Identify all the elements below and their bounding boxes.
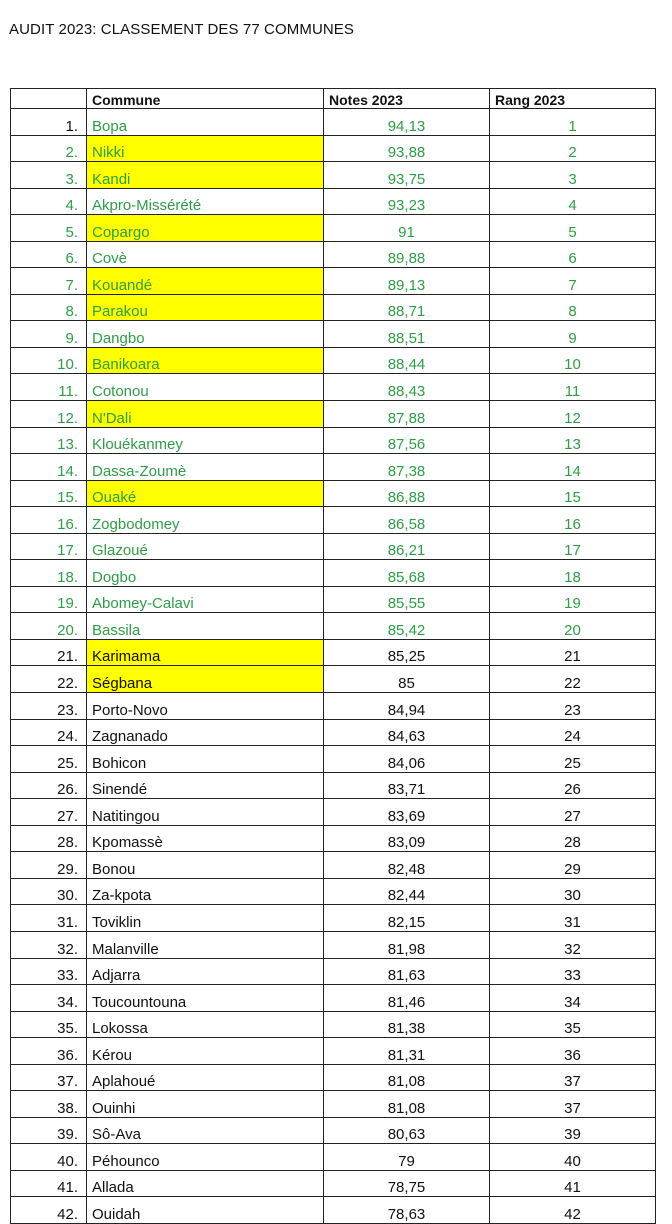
row-rang: 36 — [490, 1038, 656, 1065]
row-commune: Dangbo — [87, 321, 324, 348]
header-rang: Rang 2023 — [490, 89, 656, 109]
row-note: 85,42 — [324, 613, 490, 640]
row-rang: 33 — [490, 958, 656, 985]
row-index: 35. — [11, 1011, 87, 1038]
row-note: 88,44 — [324, 347, 490, 374]
row-index: 39. — [11, 1117, 87, 1144]
row-index: 21. — [11, 639, 87, 666]
table-row — [11, 985, 656, 1012]
row-rang: 17 — [490, 533, 656, 560]
row-commune: Lokossa — [87, 1011, 324, 1038]
row-rang: 4 — [490, 188, 656, 215]
row-index: 38. — [11, 1091, 87, 1118]
row-note: 88,71 — [324, 294, 490, 321]
row-rang: 12 — [490, 401, 656, 428]
row-note: 80,63 — [324, 1117, 490, 1144]
row-rang: 7 — [490, 268, 656, 295]
row-rang: 27 — [490, 799, 656, 826]
table-row — [11, 401, 656, 428]
row-rang: 24 — [490, 719, 656, 746]
row-note: 86,88 — [324, 480, 490, 507]
table-row — [11, 507, 656, 534]
row-commune: Bassila — [87, 613, 324, 640]
row-rang: 2 — [490, 135, 656, 162]
table-row — [11, 321, 656, 348]
row-rang: 9 — [490, 321, 656, 348]
row-rang: 5 — [490, 215, 656, 242]
row-commune: Ouinhi — [87, 1091, 324, 1118]
table-row — [11, 427, 656, 454]
row-rang: 20 — [490, 613, 656, 640]
table-row — [11, 480, 656, 507]
row-commune: Toucountouna — [87, 985, 324, 1012]
row-note: 79 — [324, 1144, 490, 1171]
row-index: 4. — [11, 188, 87, 215]
row-rang: 6 — [490, 241, 656, 268]
row-note: 81,46 — [324, 985, 490, 1012]
row-note: 84,06 — [324, 746, 490, 773]
table-row — [11, 931, 656, 958]
table-row — [11, 586, 656, 613]
row-rang: 23 — [490, 693, 656, 720]
row-rang: 26 — [490, 772, 656, 799]
row-rang: 3 — [490, 162, 656, 189]
row-rang: 37 — [490, 1091, 656, 1118]
page-title: AUDIT 2023: CLASSEMENT DES 77 COMMUNES — [9, 21, 355, 38]
table-row — [11, 1197, 656, 1224]
row-rang: 28 — [490, 825, 656, 852]
table-row — [11, 109, 656, 136]
row-rang: 14 — [490, 454, 656, 481]
row-index: 2. — [11, 135, 87, 162]
row-note: 83,71 — [324, 772, 490, 799]
row-rang: 11 — [490, 374, 656, 401]
row-note: 82,15 — [324, 905, 490, 932]
table-body — [11, 109, 656, 1224]
row-index: 7. — [11, 268, 87, 295]
row-index: 36. — [11, 1038, 87, 1065]
row-note: 78,63 — [324, 1197, 490, 1224]
table-row — [11, 560, 656, 587]
row-index: 11. — [11, 374, 87, 401]
table-row — [11, 719, 656, 746]
row-commune: Copargo — [87, 215, 324, 242]
row-commune: Akpro-Missérété — [87, 188, 324, 215]
row-index: 41. — [11, 1170, 87, 1197]
table-row — [11, 268, 656, 295]
row-index: 18. — [11, 560, 87, 587]
row-index: 33. — [11, 958, 87, 985]
table-row — [11, 825, 656, 852]
row-commune: Sô-Ava — [87, 1117, 324, 1144]
row-index: 25. — [11, 746, 87, 773]
row-index: 29. — [11, 852, 87, 879]
table-row — [11, 1144, 656, 1171]
row-rang: 18 — [490, 560, 656, 587]
row-commune: Ouidah — [87, 1197, 324, 1224]
row-note: 84,63 — [324, 719, 490, 746]
row-rang: 35 — [490, 1011, 656, 1038]
table-row — [11, 241, 656, 268]
row-index: 14. — [11, 454, 87, 481]
row-commune: Dogbo — [87, 560, 324, 587]
table-row — [11, 162, 656, 189]
row-note: 82,48 — [324, 852, 490, 879]
table-row — [11, 799, 656, 826]
row-rang: 13 — [490, 427, 656, 454]
row-rang: 8 — [490, 294, 656, 321]
row-note: 83,09 — [324, 825, 490, 852]
row-index: 8. — [11, 294, 87, 321]
table-row — [11, 1170, 656, 1197]
row-index: 26. — [11, 772, 87, 799]
row-commune: Sinendé — [87, 772, 324, 799]
row-commune: Covè — [87, 241, 324, 268]
table-row — [11, 746, 656, 773]
row-note: 81,08 — [324, 1091, 490, 1118]
row-commune: Kouandé — [87, 268, 324, 295]
table-row — [11, 1064, 656, 1091]
row-commune: Karimama — [87, 639, 324, 666]
row-commune: Ouaké — [87, 480, 324, 507]
row-rang: 21 — [490, 639, 656, 666]
row-rang: 1 — [490, 109, 656, 136]
table-row — [11, 772, 656, 799]
row-index: 12. — [11, 401, 87, 428]
row-rang: 29 — [490, 852, 656, 879]
row-index: 16. — [11, 507, 87, 534]
row-commune: N'Dali — [87, 401, 324, 428]
row-rang: 22 — [490, 666, 656, 693]
table-row — [11, 1091, 656, 1118]
row-commune: Bohicon — [87, 746, 324, 773]
row-index: 31. — [11, 905, 87, 932]
row-commune: Abomey-Calavi — [87, 586, 324, 613]
row-commune: Ségbana — [87, 666, 324, 693]
row-index: 23. — [11, 693, 87, 720]
row-note: 94,13 — [324, 109, 490, 136]
row-note: 85 — [324, 666, 490, 693]
row-note: 89,13 — [324, 268, 490, 295]
row-rang: 32 — [490, 931, 656, 958]
row-note: 83,69 — [324, 799, 490, 826]
header-notes: Notes 2023 — [324, 89, 490, 109]
table-row — [11, 533, 656, 560]
row-index: 1. — [11, 109, 87, 136]
row-commune: Péhounco — [87, 1144, 324, 1171]
row-index: 24. — [11, 719, 87, 746]
table-row — [11, 135, 656, 162]
table-row — [11, 639, 656, 666]
row-note: 81,31 — [324, 1038, 490, 1065]
row-commune: Zogbodomey — [87, 507, 324, 534]
table-row — [11, 188, 656, 215]
row-commune: Malanville — [87, 931, 324, 958]
row-commune: Allada — [87, 1170, 324, 1197]
row-index: 34. — [11, 985, 87, 1012]
row-note: 87,56 — [324, 427, 490, 454]
row-note: 88,43 — [324, 374, 490, 401]
row-note: 85,55 — [324, 586, 490, 613]
row-commune: Dassa-Zoumè — [87, 454, 324, 481]
row-index: 17. — [11, 533, 87, 560]
row-index: 22. — [11, 666, 87, 693]
row-commune: Natitingou — [87, 799, 324, 826]
table-row — [11, 374, 656, 401]
header-commune: Commune — [87, 89, 324, 109]
row-note: 89,88 — [324, 241, 490, 268]
row-note: 81,08 — [324, 1064, 490, 1091]
row-commune: Nikki — [87, 135, 324, 162]
row-rang: 39 — [490, 1117, 656, 1144]
row-note: 91 — [324, 215, 490, 242]
row-index: 28. — [11, 825, 87, 852]
table-row — [11, 215, 656, 242]
row-commune: Klouékanmey — [87, 427, 324, 454]
row-commune: Aplahoué — [87, 1064, 324, 1091]
ranking-table — [10, 88, 656, 1224]
row-note: 82,44 — [324, 878, 490, 905]
row-rang: 19 — [490, 586, 656, 613]
row-index: 32. — [11, 931, 87, 958]
table-row — [11, 1038, 656, 1065]
row-note: 81,98 — [324, 931, 490, 958]
row-commune: Za-kpota — [87, 878, 324, 905]
row-index: 3. — [11, 162, 87, 189]
row-note: 87,88 — [324, 401, 490, 428]
table-row — [11, 958, 656, 985]
row-rang: 10 — [490, 347, 656, 374]
row-commune: Kérou — [87, 1038, 324, 1065]
row-index: 19. — [11, 586, 87, 613]
row-note: 87,38 — [324, 454, 490, 481]
row-rang: 34 — [490, 985, 656, 1012]
row-commune: Porto-Novo — [87, 693, 324, 720]
row-rang: 25 — [490, 746, 656, 773]
row-rang: 16 — [490, 507, 656, 534]
row-index: 6. — [11, 241, 87, 268]
row-index: 30. — [11, 878, 87, 905]
table-row — [11, 1117, 656, 1144]
row-index: 15. — [11, 480, 87, 507]
row-note: 86,58 — [324, 507, 490, 534]
table-row — [11, 613, 656, 640]
row-commune: Zagnanado — [87, 719, 324, 746]
row-rang: 15 — [490, 480, 656, 507]
row-rang: 41 — [490, 1170, 656, 1197]
row-note: 93,75 — [324, 162, 490, 189]
table-header-row — [11, 89, 656, 109]
row-note: 86,21 — [324, 533, 490, 560]
row-index: 5. — [11, 215, 87, 242]
row-commune: Kpomassè — [87, 825, 324, 852]
row-rang: 31 — [490, 905, 656, 932]
row-rang: 40 — [490, 1144, 656, 1171]
row-index: 13. — [11, 427, 87, 454]
row-note: 81,38 — [324, 1011, 490, 1038]
row-note: 88,51 — [324, 321, 490, 348]
row-rang: 37 — [490, 1064, 656, 1091]
table-row — [11, 347, 656, 374]
row-commune: Toviklin — [87, 905, 324, 932]
row-index: 42. — [11, 1197, 87, 1224]
row-commune: Adjarra — [87, 958, 324, 985]
row-note: 81,63 — [324, 958, 490, 985]
table-row — [11, 294, 656, 321]
row-note: 93,23 — [324, 188, 490, 215]
row-index: 10. — [11, 347, 87, 374]
row-commune: Banikoara — [87, 347, 324, 374]
table-row — [11, 852, 656, 879]
row-rang: 42 — [490, 1197, 656, 1224]
table-row — [11, 454, 656, 481]
header-index — [11, 89, 87, 109]
row-note: 78,75 — [324, 1170, 490, 1197]
row-index: 9. — [11, 321, 87, 348]
row-note: 85,68 — [324, 560, 490, 587]
row-commune: Parakou — [87, 294, 324, 321]
row-commune: Kandi — [87, 162, 324, 189]
row-index: 37. — [11, 1064, 87, 1091]
row-note: 85,25 — [324, 639, 490, 666]
table-row — [11, 1011, 656, 1038]
row-rang: 30 — [490, 878, 656, 905]
table-row — [11, 878, 656, 905]
row-index: 20. — [11, 613, 87, 640]
row-index: 40. — [11, 1144, 87, 1171]
row-commune: Cotonou — [87, 374, 324, 401]
row-commune: Bonou — [87, 852, 324, 879]
row-note: 84,94 — [324, 693, 490, 720]
table-row — [11, 666, 656, 693]
table-row — [11, 693, 656, 720]
table-row — [11, 905, 656, 932]
row-index: 27. — [11, 799, 87, 826]
row-commune: Bopa — [87, 109, 324, 136]
row-note: 93,88 — [324, 135, 490, 162]
row-commune: Glazoué — [87, 533, 324, 560]
